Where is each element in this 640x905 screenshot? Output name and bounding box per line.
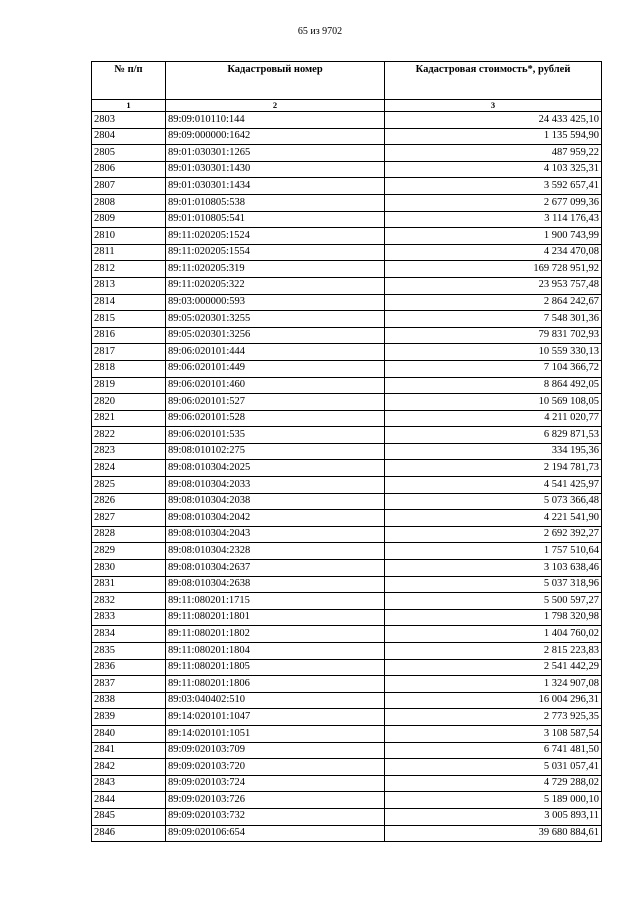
table-row xyxy=(92,410,602,427)
table-row xyxy=(92,244,602,261)
table-row xyxy=(92,676,602,693)
column-number: 1 xyxy=(92,100,166,112)
cadastral-number-cell: 89:01:030301:1265 xyxy=(166,145,385,162)
cadastral-number-cell: 89:11:020205:322 xyxy=(166,277,385,294)
table-row xyxy=(92,692,602,709)
cadastral-number-cell: 89:05:020301:3255 xyxy=(166,311,385,328)
cadastral-number-cell: 89:08:010102:275 xyxy=(166,443,385,460)
cadastral-value-table xyxy=(91,61,602,842)
row-number-cell: 2830 xyxy=(92,560,166,577)
row-number-cell: 2845 xyxy=(92,808,166,825)
table-row xyxy=(92,427,602,444)
row-number-cell: 2820 xyxy=(92,394,166,411)
table-row xyxy=(92,394,602,411)
row-number-cell: 2813 xyxy=(92,277,166,294)
row-number-cell: 2818 xyxy=(92,360,166,377)
table-row xyxy=(92,443,602,460)
cadastral-number-cell: 89:01:010805:541 xyxy=(166,211,385,228)
row-number-cell: 2831 xyxy=(92,576,166,593)
table-row xyxy=(92,460,602,477)
cadastral-number-cell: 89:08:010304:2638 xyxy=(166,576,385,593)
cadastral-number-cell: 89:08:010304:2328 xyxy=(166,543,385,560)
row-number-cell: 2814 xyxy=(92,294,166,311)
cadastral-value-cell: 334 195,36 xyxy=(385,443,602,460)
cadastral-value-cell: 487 959,22 xyxy=(385,145,602,162)
table-row xyxy=(92,344,602,361)
row-number-cell: 2812 xyxy=(92,261,166,278)
table-row xyxy=(92,178,602,195)
cadastral-value-cell: 4 211 020,77 xyxy=(385,410,602,427)
row-number-cell: 2817 xyxy=(92,344,166,361)
row-number-cell: 2809 xyxy=(92,211,166,228)
cadastral-value-cell: 3 108 587,54 xyxy=(385,725,602,742)
cadastral-number-cell: 89:06:020101:444 xyxy=(166,344,385,361)
cadastral-value-cell: 1 757 510,64 xyxy=(385,543,602,560)
cadastral-value-cell: 2 692 392,27 xyxy=(385,526,602,543)
cadastral-value-cell: 24 433 425,10 xyxy=(385,112,602,129)
table-row xyxy=(92,759,602,776)
cadastral-value-cell: 7 548 301,36 xyxy=(385,311,602,328)
header-row-number: № п/п xyxy=(92,62,166,100)
cadastral-number-cell: 89:08:010304:2042 xyxy=(166,510,385,527)
cadastral-number-cell: 89:14:020101:1051 xyxy=(166,725,385,742)
table-row xyxy=(92,543,602,560)
table-row xyxy=(92,493,602,510)
cadastral-value-cell: 4 221 541,90 xyxy=(385,510,602,527)
cadastral-number-cell: 89:11:080201:1715 xyxy=(166,593,385,610)
row-number-cell: 2824 xyxy=(92,460,166,477)
cadastral-number-cell: 89:03:000000:593 xyxy=(166,294,385,311)
row-number-cell: 2819 xyxy=(92,377,166,394)
row-number-cell: 2842 xyxy=(92,759,166,776)
row-number-cell: 2803 xyxy=(92,112,166,129)
table-row xyxy=(92,725,602,742)
cadastral-value-cell: 2 864 242,67 xyxy=(385,294,602,311)
cadastral-number-cell: 89:09:020106:654 xyxy=(166,825,385,842)
row-number-cell: 2835 xyxy=(92,643,166,660)
row-number-cell: 2833 xyxy=(92,609,166,626)
row-number-cell: 2807 xyxy=(92,178,166,195)
cadastral-value-cell: 10 569 108,05 xyxy=(385,394,602,411)
row-number-cell: 2821 xyxy=(92,410,166,427)
column-number-row xyxy=(92,100,602,112)
row-number-cell: 2825 xyxy=(92,477,166,494)
cadastral-value-cell: 2 541 442,29 xyxy=(385,659,602,676)
row-number-cell: 2808 xyxy=(92,194,166,211)
table-row xyxy=(92,560,602,577)
cadastral-number-cell: 89:06:020101:528 xyxy=(166,410,385,427)
header-cadastral-number: Кадастровый номер xyxy=(166,62,385,100)
cadastral-value-cell: 5 189 000,10 xyxy=(385,792,602,809)
cadastral-value-cell: 1 135 594,90 xyxy=(385,128,602,145)
row-number-cell: 2829 xyxy=(92,543,166,560)
row-number-cell: 2839 xyxy=(92,709,166,726)
table-row xyxy=(92,825,602,842)
row-number-cell: 2841 xyxy=(92,742,166,759)
row-number-cell: 2838 xyxy=(92,692,166,709)
cadastral-value-cell: 10 559 330,13 xyxy=(385,344,602,361)
cadastral-number-cell: 89:09:020103:709 xyxy=(166,742,385,759)
row-number-cell: 2822 xyxy=(92,427,166,444)
cadastral-value-cell: 2 773 925,35 xyxy=(385,709,602,726)
cadastral-value-cell: 5 073 366,48 xyxy=(385,493,602,510)
table-row xyxy=(92,775,602,792)
table-row xyxy=(92,808,602,825)
table-row xyxy=(92,709,602,726)
cadastral-number-cell: 89:06:020101:535 xyxy=(166,427,385,444)
table-row xyxy=(92,294,602,311)
table-row xyxy=(92,161,602,178)
cadastral-number-cell: 89:09:010110:144 xyxy=(166,112,385,129)
page-counter: 65 из 9702 xyxy=(297,26,343,37)
cadastral-number-cell: 89:08:010304:2043 xyxy=(166,526,385,543)
cadastral-value-cell: 3 103 638,46 xyxy=(385,560,602,577)
table-row xyxy=(92,360,602,377)
row-number-cell: 2843 xyxy=(92,775,166,792)
table-body xyxy=(92,112,602,842)
cadastral-value-cell: 39 680 884,61 xyxy=(385,825,602,842)
cadastral-number-cell: 89:11:080201:1804 xyxy=(166,643,385,660)
table-row xyxy=(92,211,602,228)
cadastral-value-cell: 3 005 893,11 xyxy=(385,808,602,825)
cadastral-number-cell: 89:08:010304:2637 xyxy=(166,560,385,577)
row-number-cell: 2834 xyxy=(92,626,166,643)
table-row xyxy=(92,526,602,543)
cadastral-value-cell: 1 798 320,98 xyxy=(385,609,602,626)
header-row xyxy=(92,62,602,100)
cadastral-number-cell: 89:08:010304:2025 xyxy=(166,460,385,477)
cadastral-value-cell: 6 829 871,53 xyxy=(385,427,602,444)
table-row xyxy=(92,626,602,643)
cadastral-value-cell: 1 404 760,02 xyxy=(385,626,602,643)
row-number-cell: 2804 xyxy=(92,128,166,145)
cadastral-number-cell: 89:09:020103:732 xyxy=(166,808,385,825)
cadastral-value-cell: 3 592 657,41 xyxy=(385,178,602,195)
cadastral-number-cell: 89:09:020103:720 xyxy=(166,759,385,776)
cadastral-number-cell: 89:08:010304:2033 xyxy=(166,477,385,494)
cadastral-value-cell: 4 729 288,02 xyxy=(385,775,602,792)
cadastral-value-cell: 5 500 597,27 xyxy=(385,593,602,610)
row-number-cell: 2844 xyxy=(92,792,166,809)
table-row xyxy=(92,112,602,129)
cadastral-number-cell: 89:11:020205:319 xyxy=(166,261,385,278)
row-number-cell: 2815 xyxy=(92,311,166,328)
column-number: 3 xyxy=(385,100,602,112)
table-row xyxy=(92,277,602,294)
cadastral-value-cell: 1 324 907,08 xyxy=(385,676,602,693)
row-number-cell: 2811 xyxy=(92,244,166,261)
cadastral-number-cell: 89:11:080201:1806 xyxy=(166,676,385,693)
row-number-cell: 2828 xyxy=(92,526,166,543)
cadastral-value-cell: 2 815 223,83 xyxy=(385,643,602,660)
cadastral-value-cell: 8 864 492,05 xyxy=(385,377,602,394)
table-row xyxy=(92,327,602,344)
cadastral-value-cell: 79 831 702,93 xyxy=(385,327,602,344)
cadastral-number-cell: 89:08:010304:2038 xyxy=(166,493,385,510)
cadastral-number-cell: 89:06:020101:527 xyxy=(166,394,385,411)
cadastral-number-cell: 89:11:080201:1802 xyxy=(166,626,385,643)
table-row xyxy=(92,643,602,660)
row-number-cell: 2816 xyxy=(92,327,166,344)
table-row xyxy=(92,742,602,759)
cadastral-value-cell: 5 031 057,41 xyxy=(385,759,602,776)
cadastral-value-cell: 4 234 470,08 xyxy=(385,244,602,261)
cadastral-value-cell: 5 037 318,96 xyxy=(385,576,602,593)
row-number-cell: 2836 xyxy=(92,659,166,676)
table-row xyxy=(92,194,602,211)
row-number-cell: 2832 xyxy=(92,593,166,610)
table-row xyxy=(92,510,602,527)
cadastral-value-cell: 4 103 325,31 xyxy=(385,161,602,178)
cadastral-number-cell: 89:06:020101:449 xyxy=(166,360,385,377)
row-number-cell: 2823 xyxy=(92,443,166,460)
table-row xyxy=(92,792,602,809)
table-row xyxy=(92,593,602,610)
row-number-cell: 2810 xyxy=(92,228,166,245)
row-number-cell: 2826 xyxy=(92,493,166,510)
cadastral-value-cell: 6 741 481,50 xyxy=(385,742,602,759)
cadastral-number-cell: 89:03:040402:510 xyxy=(166,692,385,709)
table-row xyxy=(92,311,602,328)
table-row xyxy=(92,128,602,145)
header-cadastral-value: Кадастровая стоимость*, рублей xyxy=(385,62,602,100)
row-number-cell: 2806 xyxy=(92,161,166,178)
cadastral-value-cell: 16 004 296,31 xyxy=(385,692,602,709)
table-row xyxy=(92,576,602,593)
table-row xyxy=(92,477,602,494)
cadastral-value-cell: 1 900 743,99 xyxy=(385,228,602,245)
cadastral-value-cell: 2 194 781,73 xyxy=(385,460,602,477)
table-row xyxy=(92,228,602,245)
cadastral-number-cell: 89:09:000000:1642 xyxy=(166,128,385,145)
cadastral-value-cell: 3 114 176,43 xyxy=(385,211,602,228)
table-row xyxy=(92,261,602,278)
cadastral-number-cell: 89:06:020101:460 xyxy=(166,377,385,394)
cadastral-number-cell: 89:01:010805:538 xyxy=(166,194,385,211)
table-row xyxy=(92,377,602,394)
cadastral-number-cell: 89:11:080201:1801 xyxy=(166,609,385,626)
cadastral-value-cell: 23 953 757,48 xyxy=(385,277,602,294)
cadastral-number-cell: 89:01:030301:1434 xyxy=(166,178,385,195)
cadastral-number-cell: 89:09:020103:726 xyxy=(166,792,385,809)
cadastral-number-cell: 89:01:030301:1430 xyxy=(166,161,385,178)
row-number-cell: 2805 xyxy=(92,145,166,162)
table-row xyxy=(92,145,602,162)
table-row xyxy=(92,659,602,676)
row-number-cell: 2837 xyxy=(92,676,166,693)
cadastral-value-cell: 2 677 099,36 xyxy=(385,194,602,211)
row-number-cell: 2846 xyxy=(92,825,166,842)
cadastral-number-cell: 89:11:020205:1524 xyxy=(166,228,385,245)
cadastral-number-cell: 89:05:020301:3256 xyxy=(166,327,385,344)
cadastral-value-cell: 169 728 951,92 xyxy=(385,261,602,278)
cadastral-number-cell: 89:11:080201:1805 xyxy=(166,659,385,676)
cadastral-number-cell: 89:14:020101:1047 xyxy=(166,709,385,726)
table-row xyxy=(92,609,602,626)
row-number-cell: 2840 xyxy=(92,725,166,742)
cadastral-value-cell: 7 104 366,72 xyxy=(385,360,602,377)
cadastral-number-cell: 89:09:020103:724 xyxy=(166,775,385,792)
row-number-cell: 2827 xyxy=(92,510,166,527)
cadastral-number-cell: 89:11:020205:1554 xyxy=(166,244,385,261)
cadastral-value-cell: 4 541 425,97 xyxy=(385,477,602,494)
column-number: 2 xyxy=(166,100,385,112)
